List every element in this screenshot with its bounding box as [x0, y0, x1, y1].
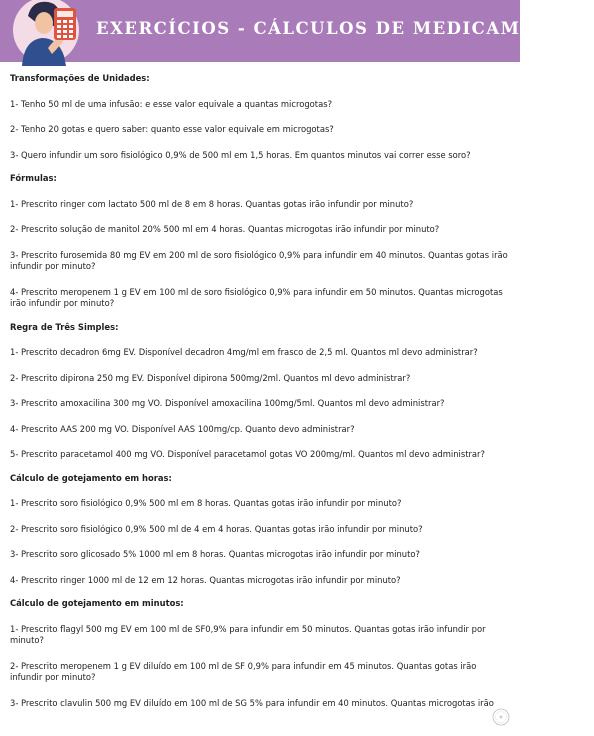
exercise-item: 1- Prescrito ringer com lactato 500 ml de 8 em 8 horas. Quantas gotas irão infundir por minuto? — [10, 198, 414, 209]
exercise-item: 5- Prescrito paracetamol 400 mg VO. Disponível paracetamol gotas VO 200mg/ml. Quantos ml devo administrar? — [10, 449, 485, 459]
page-header — [0, 0, 594, 62]
exercise-item: 2- Prescrito dipirona 250 mg EV. Disponível dipirona 500mg/2ml. Quantos ml devo administrar? — [10, 372, 411, 383]
exercise-item: 1- Prescrito flagyl 500 mg EV em 100 ml de SF0,9% para infundir em 50 minutos. Quantas gotas irão infundir por minuto? — [10, 623, 486, 645]
section-heading: Fórmulas: — [10, 173, 57, 183]
person-with-calculator-icon — [8, 0, 86, 66]
exercise-item: 3- Prescrito furosemida 80 mg EV em 200 ml de soro fisiológico 0,9% para infundir em 40 minutos. Quantas gotas irão infundir por minuto? — [10, 249, 508, 271]
exercise-item: 3- Quero infundir um soro fisiológico 0,9% de 500 ml em 1,5 horas. Em quantos minutos vai correr esse soro? — [10, 149, 471, 160]
circular-stamp-icon — [492, 708, 510, 726]
exercise-item: 1- Prescrito soro fisiológico 0,9% 500 ml em 8 horas. Quantas gotas irão infundir por minuto? — [10, 498, 402, 508]
exercise-item: 2- Prescrito soro fisiológico 0,9% 500 ml de 4 em 4 horas. Quantas gotas irão infundir por minuto? — [10, 523, 423, 534]
section-heading: Regra de Três Simples: — [10, 321, 119, 332]
exercise-item: 2- Tenho 20 gotas e quero saber: quanto esse valor equivale em microgotas? — [10, 124, 334, 134]
exercise-item: 4- Prescrito ringer 1000 ml de 12 em 12 horas. Quantas microgotas irão infundir por minuto? — [10, 574, 401, 585]
exercise-list — [10, 62, 510, 709]
section-heading: Cálculo de gotejamento em minutos: — [10, 598, 184, 608]
exercise-item: 2- Prescrito meropenem 1 g EV diluído em 100 ml de SF 0,9% para infundir em 45 minutos. Quantas gotas irão infundir por minuto? — [10, 660, 477, 682]
exercise-item: 3- Prescrito amoxacilina 300 mg VO. Disponível amoxacilina 100mg/5ml. Quantos ml devo administrar? — [10, 398, 445, 408]
exercise-item: 4- Prescrito meropenem 1 g EV em 100 ml de soro fisiológico 0,9% para infundir em 50 minutos. Quantas microgotas irão infundir por minuto? — [10, 286, 503, 308]
section-heading: Transformações de Unidades: — [10, 73, 150, 83]
section-heading: Cálculo de gotejamento em horas: — [10, 472, 172, 483]
exercise-item: 1- Prescrito decadron 6mg EV. Disponível decadron 4mg/ml em frasco de 2,5 ml. Quantos ml devo administrar? — [10, 347, 478, 357]
page-title: EXERCÍCIOS - CÁLCULOS DE MEDICAMENTOS — [96, 19, 594, 38]
exercise-item: 3- Prescrito clavulin 500 mg EV diluído em 100 ml de SG 5% para infundir em 40 minutos. Quantas microgotas irão — [10, 697, 494, 708]
exercise-item: 4- Prescrito AAS 200 mg VO. Disponível AAS 100mg/cp. Quanto devo administrar? — [10, 423, 355, 434]
exercise-item: 3- Prescrito soro glicosado 5% 1000 ml em 8 horas. Quantas microgotas irão infundir por minuto? — [10, 549, 420, 559]
exercise-item: 2- Prescrito solução de manitol 20% 500 ml em 4 horas. Quantas microgotas irão infundir por minuto? — [10, 224, 440, 234]
exercise-item: 1- Tenho 50 ml de uma infusão: e esse valor equivale a quantas microgotas? — [10, 98, 333, 109]
